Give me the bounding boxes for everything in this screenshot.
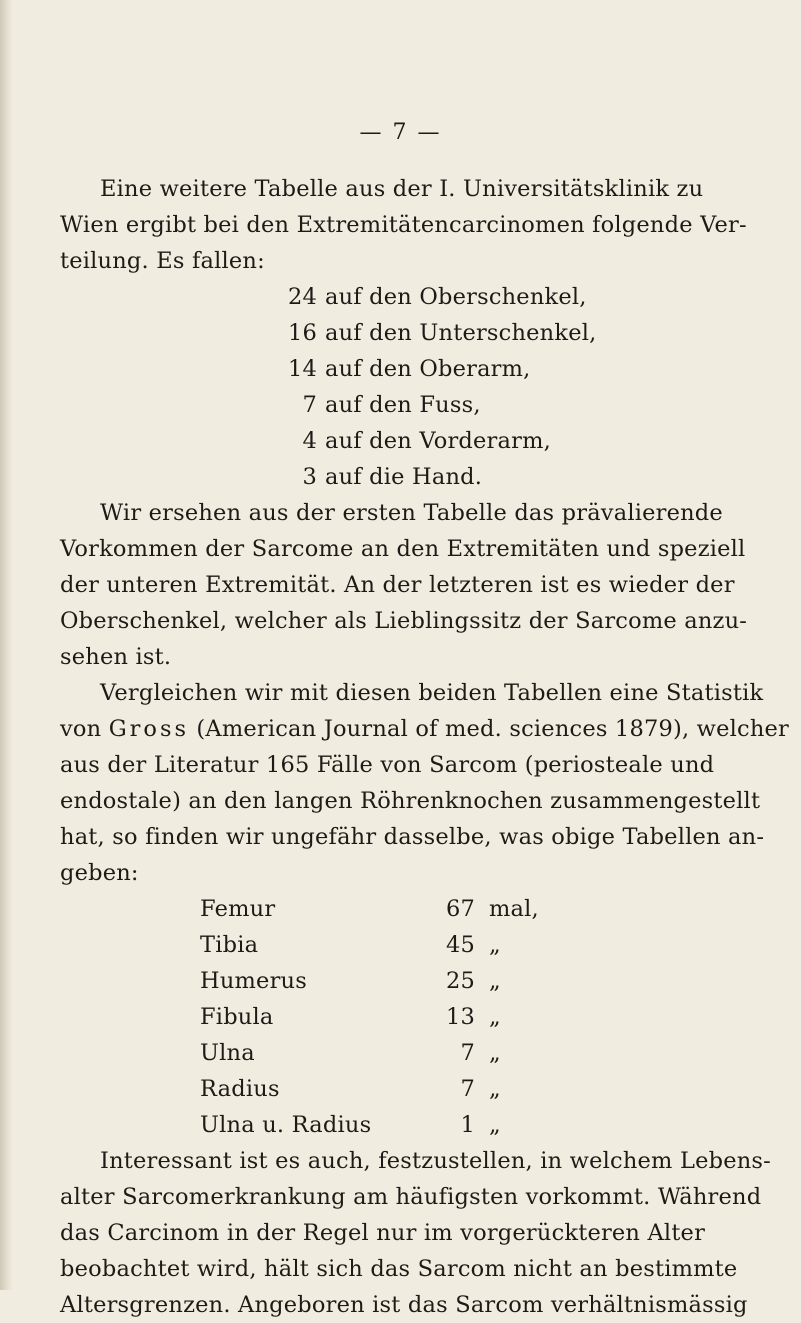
paragraph-1 — [60, 171, 747, 279]
text-line: Vergleichen wir mit diesen beiden Tabellen eine Statistik — [100, 680, 764, 706]
paragraph-4 — [60, 1143, 771, 1323]
bone-name: Radius — [200, 1076, 280, 1102]
bone-name: Tibia — [200, 932, 259, 958]
list-label: auf den Fuss, — [325, 392, 481, 418]
text-line: geben: — [60, 860, 139, 886]
list-item — [60, 423, 740, 459]
text-line: Oberschenkel, welcher als Lieblingssitz der Sarcome anzu- — [60, 608, 748, 634]
bone-name: Humerus — [200, 968, 307, 994]
text-line: aus der Literatur 165 Fälle von Sarcom (periosteale und — [60, 752, 715, 778]
list-item — [60, 351, 740, 387]
text-line: Altersgrenzen. Angeboren ist das Sarcom verhältnismässig — [60, 1292, 748, 1318]
text-line: teilung. Es fallen: — [60, 248, 265, 274]
text-line: Interessant ist es auch, festzustellen, in welchem Lebens- — [100, 1148, 771, 1174]
body-text — [60, 171, 790, 1323]
table-row — [60, 1107, 740, 1143]
bone-unit: „ — [489, 1076, 501, 1102]
list-label: auf den Oberarm, — [325, 356, 531, 382]
text-line: beobachtet wird, hält sich das Sarcom nicht an bestimmte — [60, 1256, 738, 1282]
author-name: Gross — [108, 716, 190, 742]
text-line: endostale) an den langen Röhrenknochen zusammengestellt — [60, 788, 761, 814]
table-row — [60, 927, 740, 963]
list-label: auf den Unterschenkel, — [325, 320, 597, 346]
bone-count: 45 — [445, 932, 475, 958]
bone-name: Ulna — [200, 1040, 255, 1066]
localization-list — [60, 279, 740, 495]
text-line — [60, 711, 790, 747]
text-line: Wien ergibt bei den Extremitätencarcinomen folgende Ver- — [60, 212, 747, 238]
bone-count: 67 — [445, 896, 475, 922]
bone-name: Ulna u. Radius — [200, 1112, 372, 1138]
paragraph-2 — [60, 495, 748, 675]
bone-count: 7 — [460, 1040, 475, 1066]
bone-unit: „ — [489, 1112, 501, 1138]
list-label: auf den Oberschenkel, — [325, 284, 587, 310]
table-row — [60, 891, 740, 927]
bone-unit: „ — [489, 968, 501, 994]
list-item — [60, 387, 740, 423]
bone-name: Femur — [200, 896, 276, 922]
text-line: Eine weitere Tabelle aus der I. Universitätsklinik zu — [100, 176, 704, 202]
text-line: Wir ersehen aus der ersten Tabelle das prävalierende — [100, 500, 723, 526]
bone-table — [60, 891, 740, 1143]
list-count: 4 — [302, 428, 317, 454]
list-item — [60, 459, 740, 495]
bone-unit: mal, — [489, 896, 539, 922]
table-row — [60, 1071, 740, 1107]
list-label: auf die Hand. — [325, 464, 483, 490]
text-fragment: (American Journal of med. sciences 1879), welcher — [189, 716, 790, 742]
bone-name: Fibula — [200, 1004, 274, 1030]
page-edge — [0, 0, 14, 1290]
paragraph-3 — [60, 675, 790, 891]
list-count: 16 — [287, 320, 317, 346]
bone-count: 7 — [460, 1076, 475, 1102]
text-line: das Carcinom in der Regel nur im vorgerückteren Alter — [60, 1220, 706, 1246]
list-count: 24 — [287, 284, 317, 310]
bone-count: 1 — [460, 1112, 475, 1138]
list-count: 7 — [302, 392, 317, 418]
text-fragment: von — [60, 716, 109, 742]
list-item — [60, 315, 740, 351]
text-line: Vorkommen der Sarcome an den Extremitäten und speziell — [60, 536, 746, 562]
text-line: der unteren Extremität. An der letzteren ist es wieder der — [60, 572, 735, 598]
table-row — [60, 999, 740, 1035]
table-row — [60, 963, 740, 999]
bone-count: 25 — [445, 968, 475, 994]
bone-count: 13 — [445, 1004, 475, 1030]
list-item — [60, 279, 740, 315]
list-label: auf den Vorderarm, — [325, 428, 551, 454]
text-line: sehen ist. — [60, 644, 172, 670]
page-number: — 7 — — [359, 120, 442, 145]
bone-unit: „ — [489, 1040, 501, 1066]
bone-unit: „ — [489, 932, 501, 958]
text-line: hat, so finden wir ungefähr dasselbe, was obige Tabellen an- — [60, 824, 765, 850]
bone-unit: „ — [489, 1004, 501, 1030]
list-count: 14 — [287, 356, 317, 382]
table-row — [60, 1035, 740, 1071]
list-count: 3 — [302, 464, 317, 490]
text-line: alter Sarcomerkrankung am häufigsten vorkommt. Während — [60, 1184, 762, 1210]
